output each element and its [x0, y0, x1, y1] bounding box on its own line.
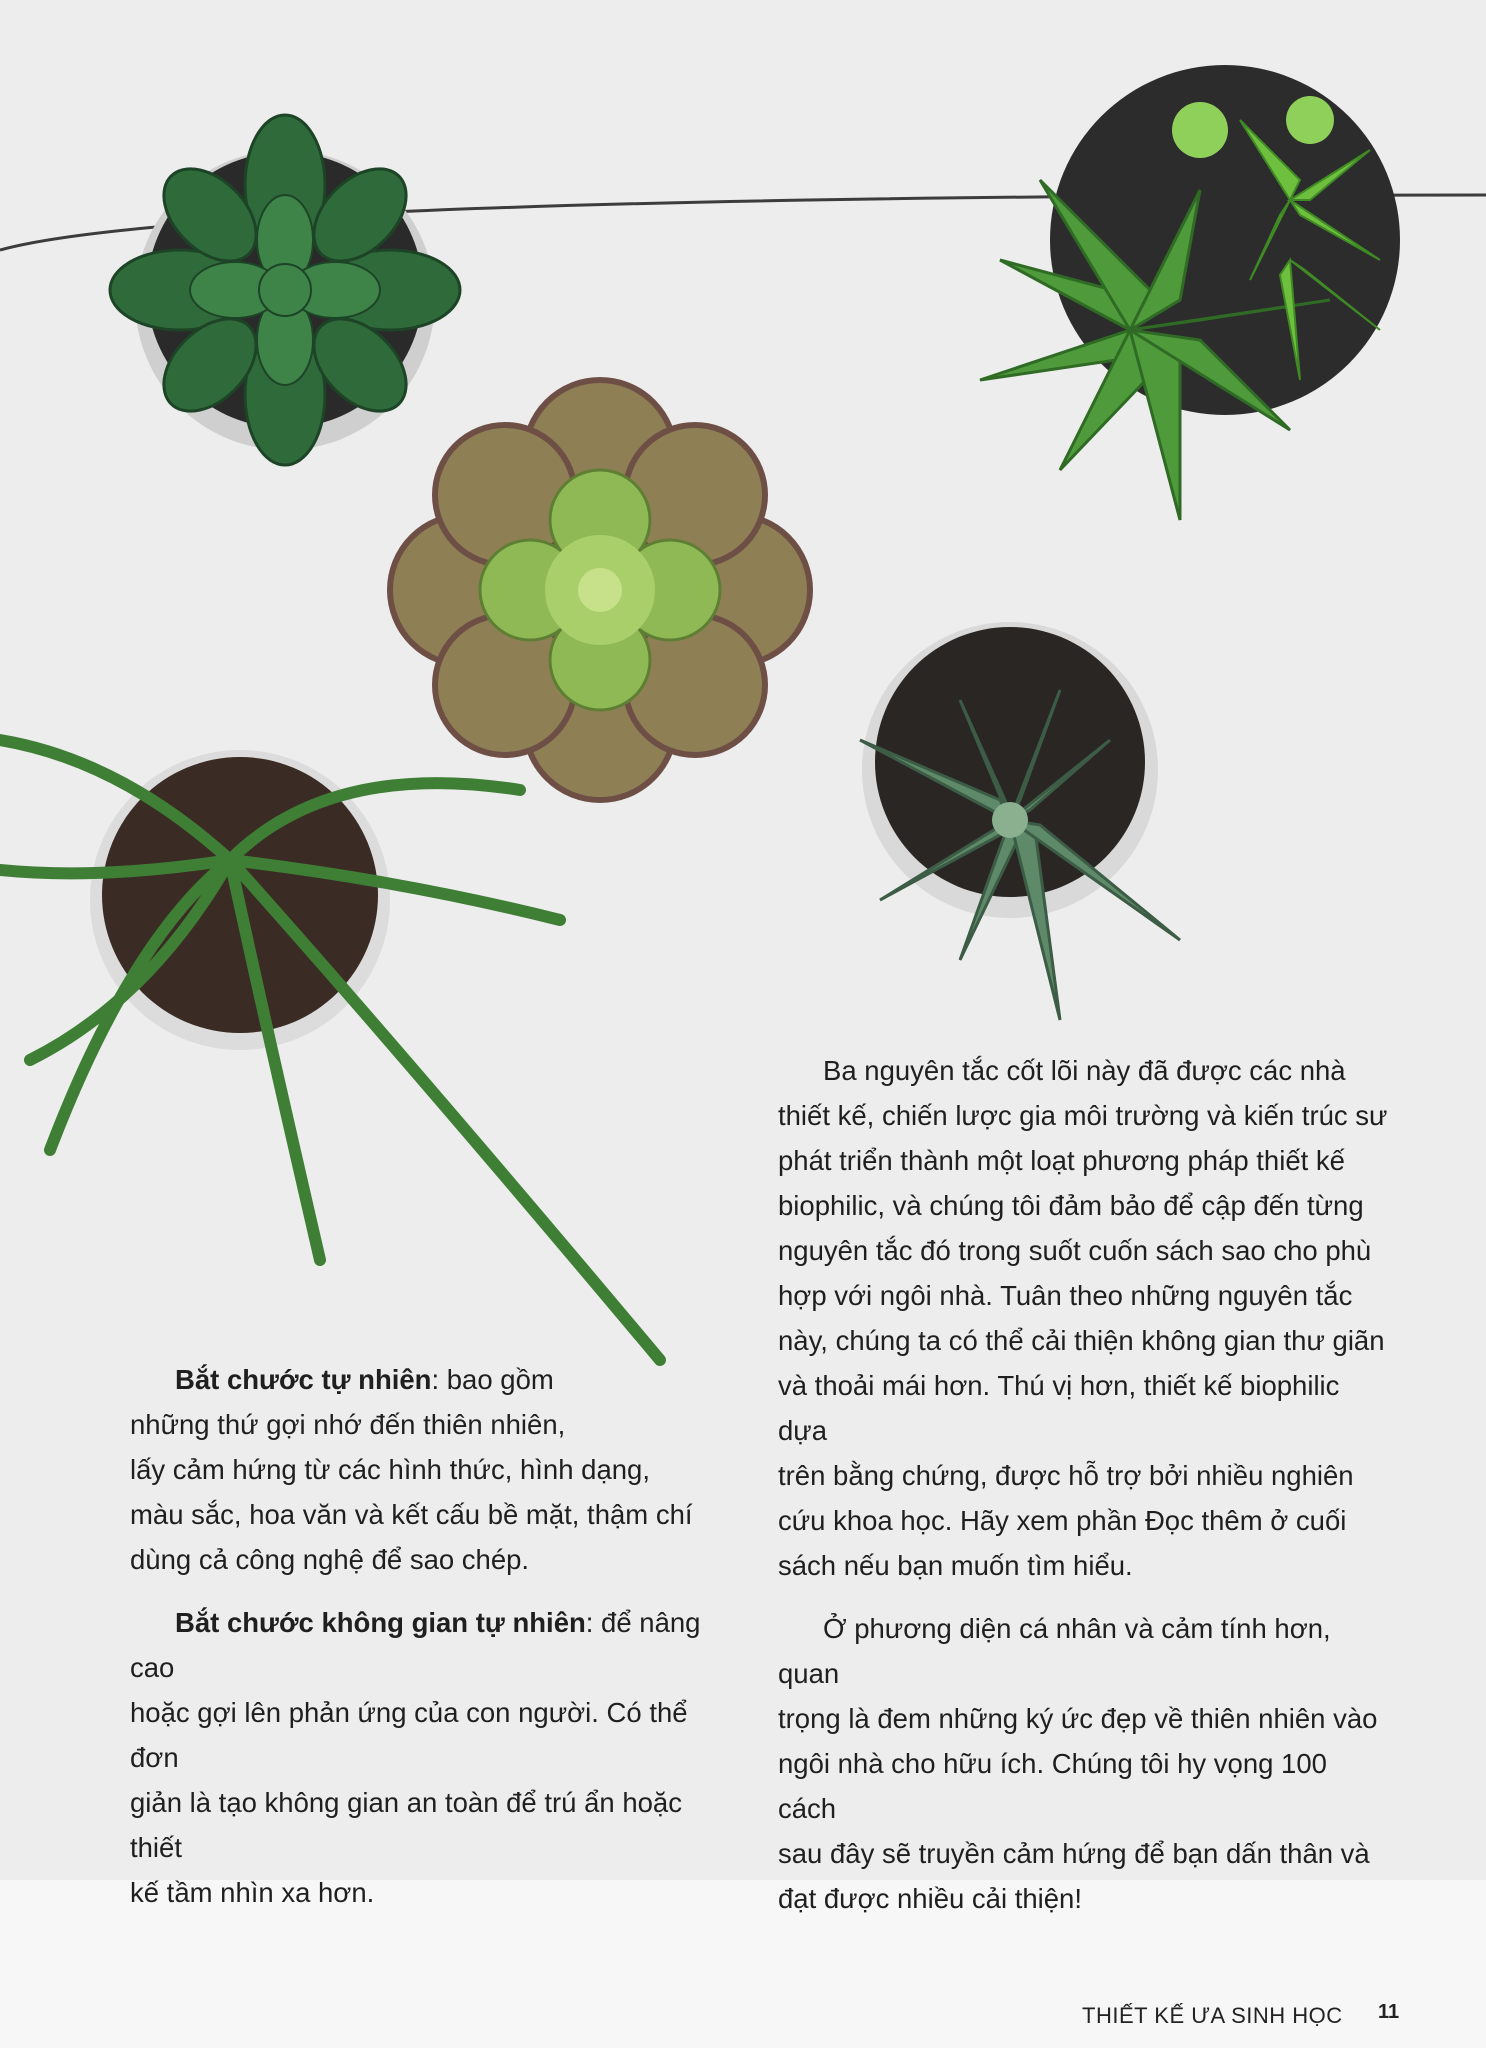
term-mimic-nature: Bắt chước tự nhiên [175, 1364, 432, 1395]
snake-plant [0, 740, 660, 1360]
pointed-succulent-cluster [980, 65, 1400, 520]
paragraph-mimic-nature: Bắt chước tự nhiên: bao gồm những thứ gợi nhớ đến thiên nhiên, lấy cảm hứng từ các hình thức, hình dạng, màu sắc, hoa văn và kết cấu bề mặt, thậm chí dùng cả công nghệ để sao chép. [130, 1364, 693, 1575]
left-text-column [130, 1357, 740, 1915]
haworthia-succulent [860, 622, 1180, 1020]
echeveria-succulent [390, 380, 810, 800]
paragraph-core-principles: Ba nguyên tắc cốt lõi này đã được các nhà thiết kế, chiến lược gia môi trường và kiến trúc sư phát triển thành một loạt phương pháp thiết kế biophilic, và chúng tôi đảm bảo để cập đến từng nguyên tắc đó trong suốt cuốn sách sao cho phù hợp với ngôi nhà. Tuân theo những nguyên tắc này, chúng ta có thể cải thiện không gian thư giãn và thoải mái hơn. Thú vị hơn, thiết kế biophilic dựa trên bằng chứng, được hỗ trợ bởi nhiều nghiên cứu khoa học. Hãy xem phần Đọc thêm ở cuối sách nếu bạn muốn tìm hiểu. [778, 1055, 1388, 1581]
right-text-column [778, 1048, 1388, 1921]
paragraph-mimic-natural-space: Bắt chước không gian tự nhiên: để nâng cao hoặc gợi lên phản ứng của con người. Có thể đơn giản là tạo không gian an toàn để trú ẩn hoặc thiết kế tầm nhìn xa hơn. [130, 1607, 701, 1908]
paragraph-personal-aspect: Ở phương diện cá nhân và cảm tính hơn, quan trọng là đem những ký ức đẹp về thiên nhiên vào ngôi nhà cho hữu ích. Chúng tôi hy vọng 100 cách sau đây sẽ truyền cảm hứng để bạn dấn thân và đạt được nhiều cải thiện! [778, 1613, 1378, 1914]
rosette-succulent-dark [110, 115, 460, 465]
running-title: THIẾT KẾ ƯA SINH HỌC [1082, 2003, 1343, 2028]
term-mimic-natural-space: Bắt chước không gian tự nhiên [175, 1607, 586, 1638]
page-number: 11 [1378, 2001, 1400, 2023]
